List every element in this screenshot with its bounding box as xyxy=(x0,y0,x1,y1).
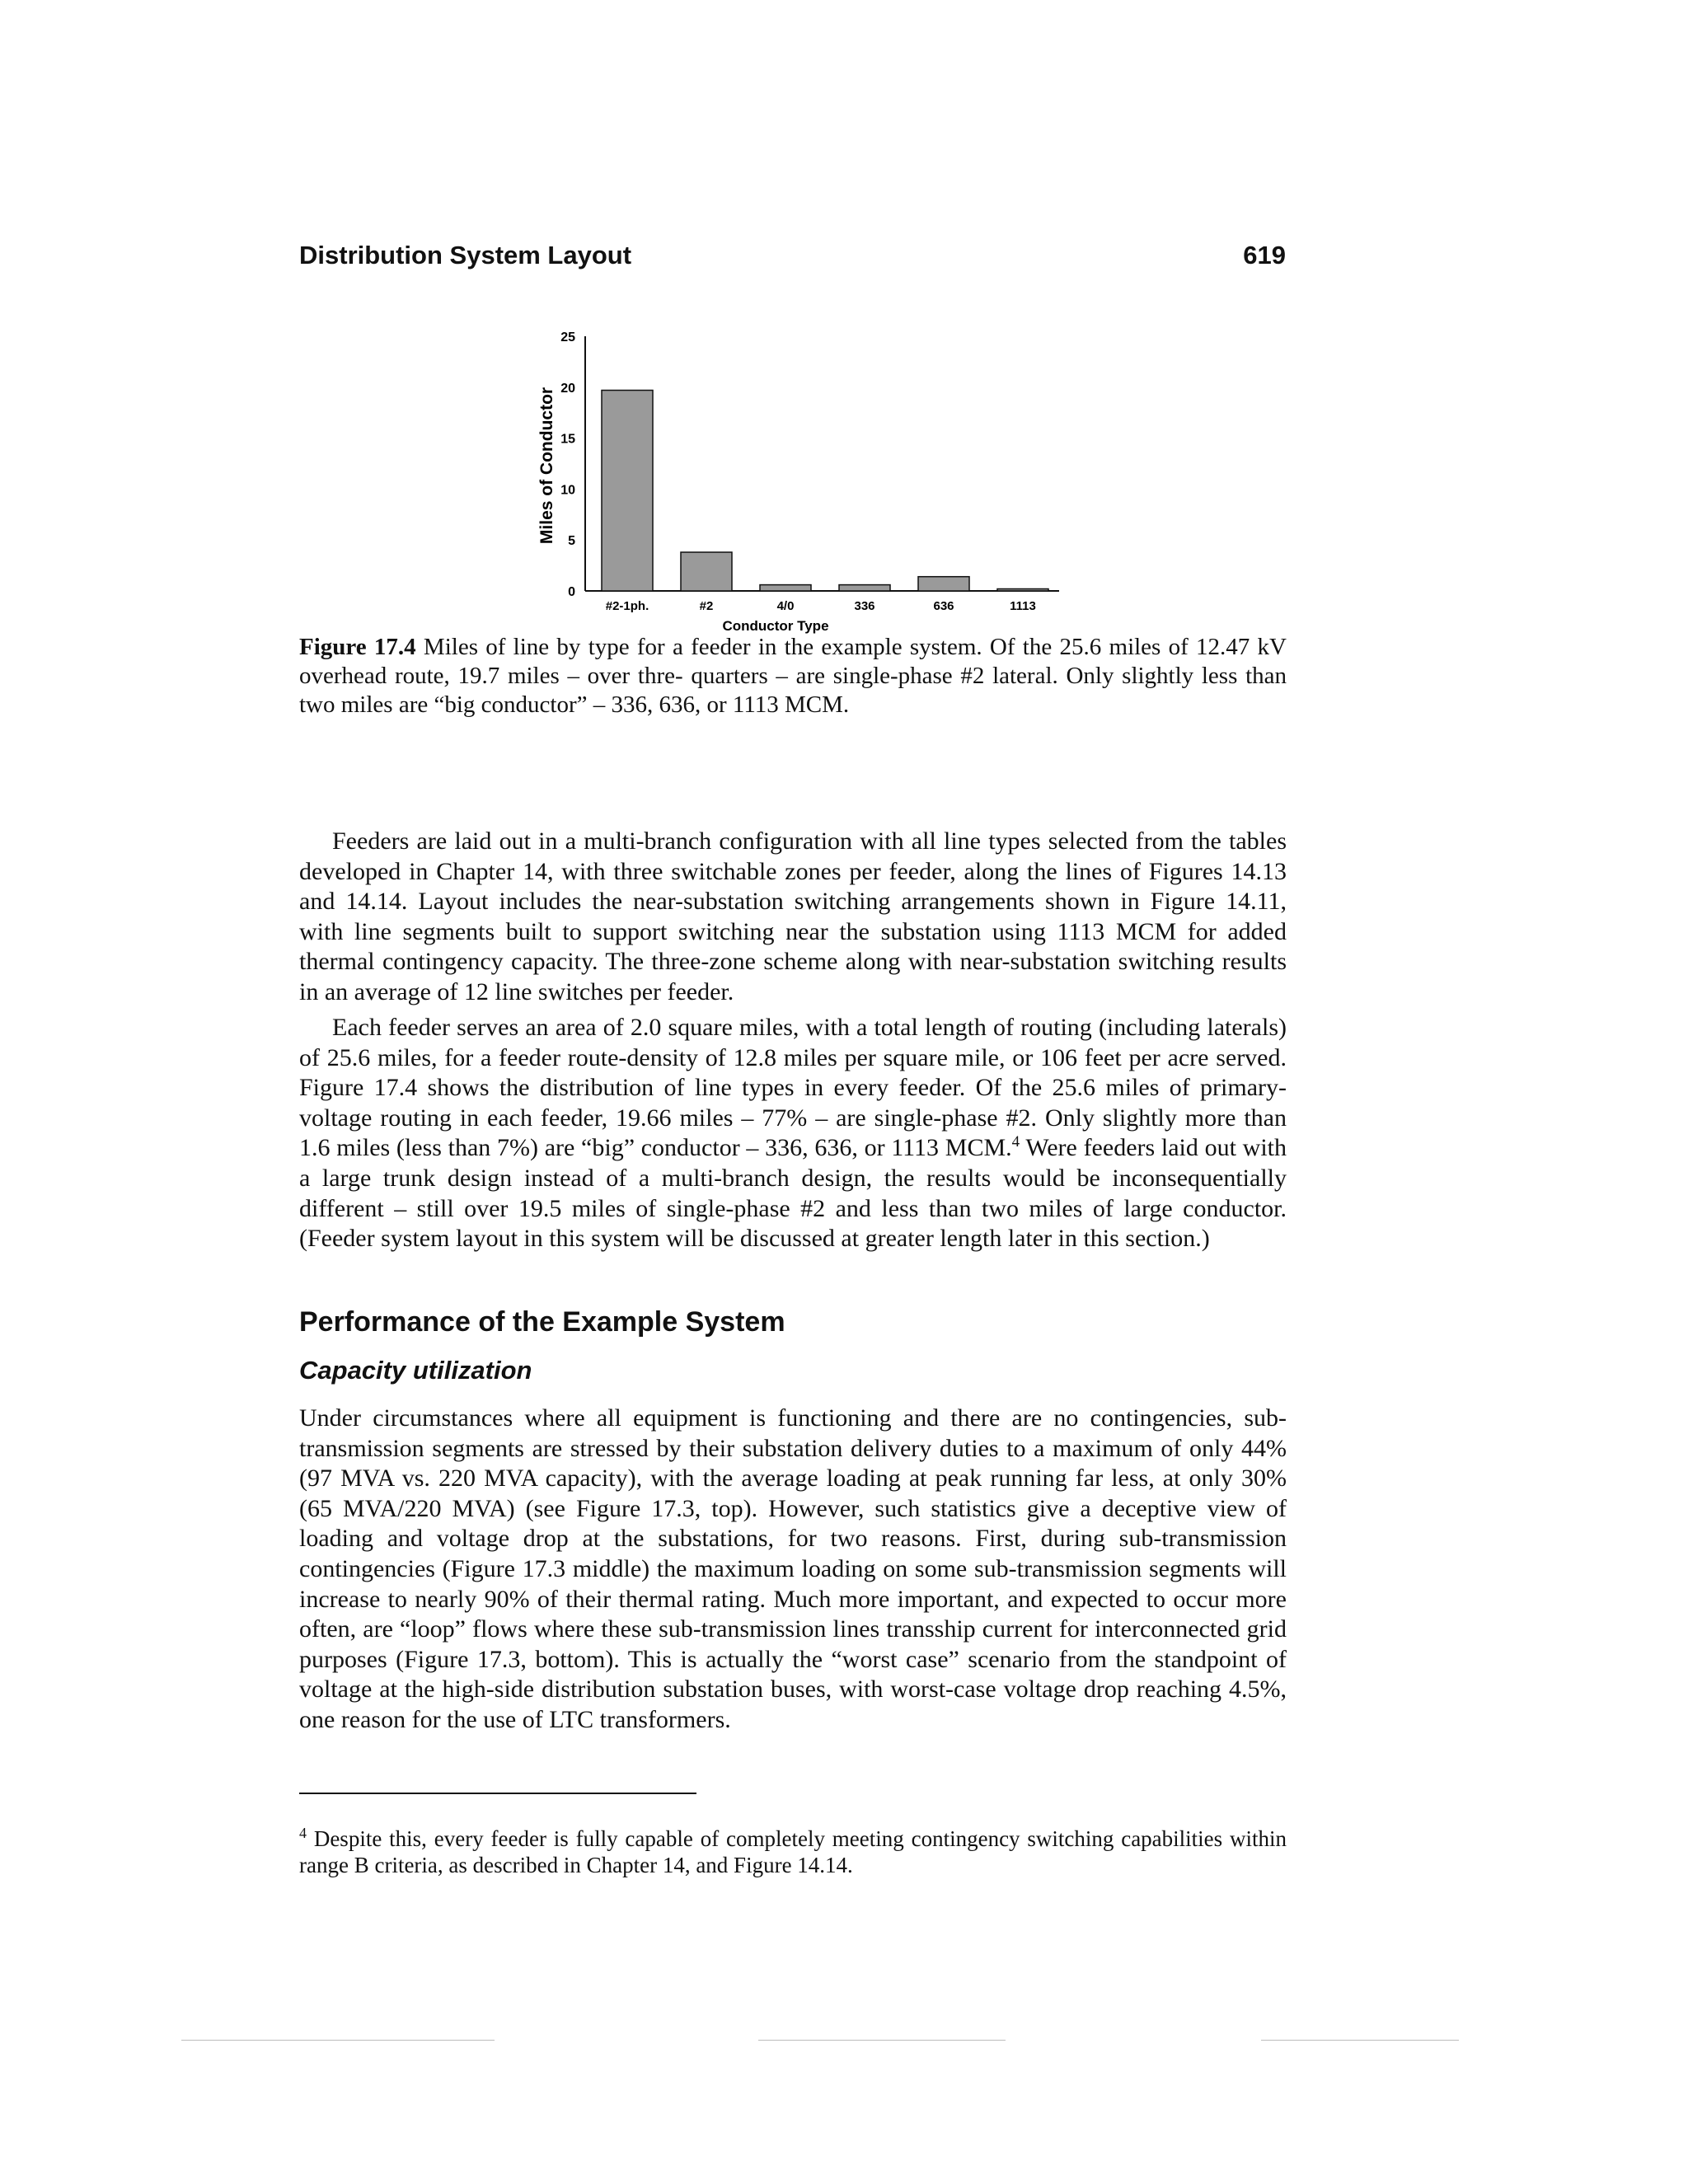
y-tick-labels xyxy=(560,330,575,599)
figure-caption-text: Miles of line by type for a feeder in the example system. Of the 25.6 miles of 12.47 kV overhead route, 19.7 miles – over thre- quarters – are single-phase #2 lateral. Only slightly less than two miles are “big conductor” – 336, 636, or 1113 MCM. xyxy=(299,634,1287,718)
y-tick-label: 20 xyxy=(560,381,575,396)
subsection-heading: Capacity utilization xyxy=(299,1356,532,1385)
y-tick-label: 25 xyxy=(560,330,575,344)
bar-chart xyxy=(519,326,1080,635)
y-axis-label: Miles of Conductor xyxy=(537,387,556,545)
paragraph-1: Feeders are laid out in a multi-branch configuration with all line types selected from the tables developed in Chapter 14, with three switchable zones per feeder, along the lines of Figures 14.13 and 14.14. Layout includes the near-substation switching arrangements shown in Figure 14.11, with line segments built to support switching near the substation using 1113 MCM for added thermal contingency capacity. The three-zone scheme along with near-substation switching results in an average of 12 line switches per feeder. xyxy=(299,827,1287,1005)
footnote-rule xyxy=(299,1793,696,1794)
y-tick-label: 10 xyxy=(560,483,575,498)
footnote-mark: 4 xyxy=(299,1825,307,1841)
running-title: Distribution System Layout xyxy=(299,241,632,269)
y-tick-label: 15 xyxy=(560,432,575,447)
y-tick-label: 0 xyxy=(568,585,575,599)
chart-axes xyxy=(585,336,1059,591)
figure-caption xyxy=(299,633,1287,719)
x-tick-label: 4/0 xyxy=(776,599,795,613)
bars xyxy=(602,391,1048,591)
x-tick-label: 636 xyxy=(933,599,954,613)
y-tick-label: 5 xyxy=(568,534,575,549)
bar xyxy=(602,391,653,591)
bar xyxy=(839,585,890,591)
x-tick-label: #2 xyxy=(699,599,714,613)
bar xyxy=(760,585,811,591)
page-number: 619 xyxy=(1243,241,1286,269)
scan-artifact xyxy=(1261,2040,1459,2041)
footnote xyxy=(299,1820,1287,1878)
paragraph-3: Under circumstances where all equipment is functioning and there are no contingencies, sub-transmission segments are stressed by their substation delivery duties to a maximum of only 44% (97 MVA vs. 220 MVA capacity), with the average loading at peak running far less, at only 30% (65 MVA/220 MVA) (see Figure 17.3, top). However, such statistics give a deceptive view of loading and voltage drop at the substations, for two reasons. First, during sub-transmission contingencies (Figure 17.3 middle) the maximum loading on some sub-transmission segments will increase to nearly 90% of their thermal rating. Much more important, and expected to occur more often, are “loop” flows where these sub-transmission lines transship current for interconnected grid purposes (Figure 17.3, bottom). This is actually the “worst case” scenario from the standpoint of voltage at the high-side distribution substation buses, with worst-case voltage drop reaching 4.5%, one reason for the use of LTC transformers. xyxy=(299,1404,1287,1733)
x-tick-label: #2-1ph. xyxy=(605,599,649,613)
footnote-reference: 4 xyxy=(1011,1133,1020,1151)
figure-label: Figure 17.4 xyxy=(299,634,416,660)
scan-artifact xyxy=(181,2040,495,2041)
paragraph-2-text-b: Were feeders laid out with a large trunk design instead of a multi-branch design, the results would be inconsequentially different – still over 19.5 miles of single-phase #2 and less than two miles of large conductor. (Feeder system layout in this system will be discussed at greater length later in this section.) xyxy=(299,1134,1287,1253)
scan-artifact xyxy=(758,2040,1006,2041)
x-tick-labels xyxy=(606,599,1036,613)
bar xyxy=(918,577,969,591)
x-axis-label: Conductor Type xyxy=(722,618,829,634)
bar xyxy=(681,552,732,591)
x-tick-label: 336 xyxy=(854,599,875,613)
paragraph-2-text-a: Each feeder serves an area of 2.0 square miles, with a total length of routing (including laterals) of 25.6 miles, for a feeder route-density of 12.8 miles per square mile, or 106 feet per acre served. Figure 17.4 shows the distribution of line types in every feeder. Of the 25.6 miles of primary-voltage routing in each feeder, 19.66 miles – 77% – are single-phase #2. Only slightly more than 1.6 miles (less than 7%) are “big” conductor – 336, 636, or 1113 MCM. xyxy=(299,1014,1287,1162)
paragraph-2 xyxy=(299,1013,1287,1254)
bar xyxy=(997,589,1048,591)
x-tick-label: 1113 xyxy=(1010,599,1036,613)
footnote-text: Despite this, every feeder is fully capable of completely meeting contingency switching capabilities within range B criteria, as described in Chapter 14, and Figure 14.14. xyxy=(299,1826,1287,1877)
section-heading: Performance of the Example System xyxy=(299,1306,785,1338)
